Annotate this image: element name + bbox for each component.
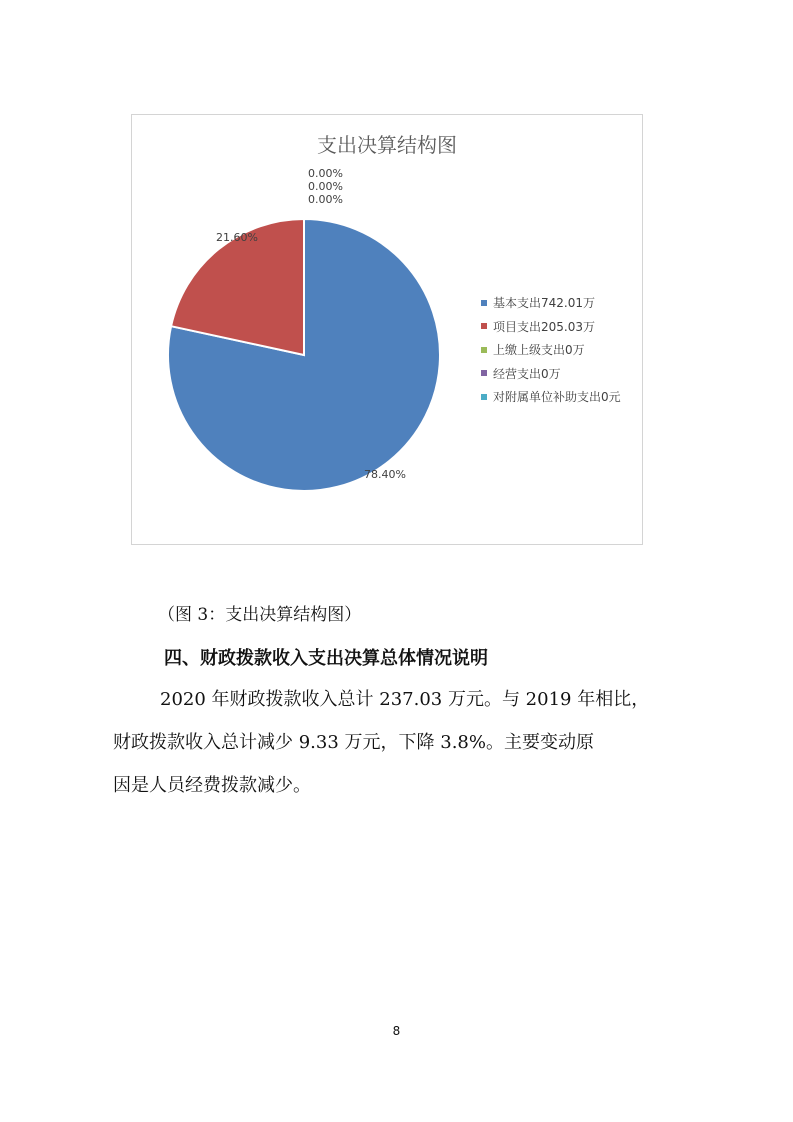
legend-item <box>481 338 621 362</box>
legend-label: 对附属单位补助支出0元 <box>493 390 621 405</box>
section-heading: 四、财政拨款收入支出决算总体情况说明 <box>164 648 488 669</box>
figure-caption: （图 3：支出决算结构图） <box>158 605 362 625</box>
legend-item <box>481 385 621 409</box>
page-number: 8 <box>392 1024 401 1038</box>
pie-data-label: 0.00% <box>308 180 343 193</box>
pie-chart <box>131 114 643 545</box>
pie-data-label: 0.00% <box>308 167 343 180</box>
pie-data-label: 0.00% <box>308 193 343 206</box>
legend-swatch <box>481 370 487 376</box>
chart-legend <box>481 291 621 409</box>
legend-item <box>481 362 621 386</box>
chart-title: 支出决算结构图 <box>317 133 457 157</box>
legend-swatch <box>481 347 487 353</box>
legend-label: 基本支出742.01万 <box>493 296 595 311</box>
legend-swatch <box>481 394 487 400</box>
legend-swatch <box>481 300 487 306</box>
paragraph-line: 财政拨款收入总计减少 9.33 万元，下降 3.8%。主要变动原 <box>113 732 594 753</box>
legend-label: 经营支出0万 <box>493 366 561 381</box>
pie-data-label: 21.60% <box>216 231 258 244</box>
legend-item <box>481 315 621 339</box>
legend-label: 项目支出205.03万 <box>493 319 595 334</box>
body-paragraph <box>113 678 688 807</box>
paragraph-line: 因是人员经费拨款减少。 <box>113 775 311 796</box>
legend-swatch <box>481 323 487 329</box>
legend-label: 上缴上级支出0万 <box>493 343 585 358</box>
paragraph-line: 2020 年财政拨款收入总计 237.03 万元。与 2019 年相比， <box>160 689 650 710</box>
legend-item <box>481 291 621 315</box>
pie-data-label: 78.40% <box>364 468 406 481</box>
